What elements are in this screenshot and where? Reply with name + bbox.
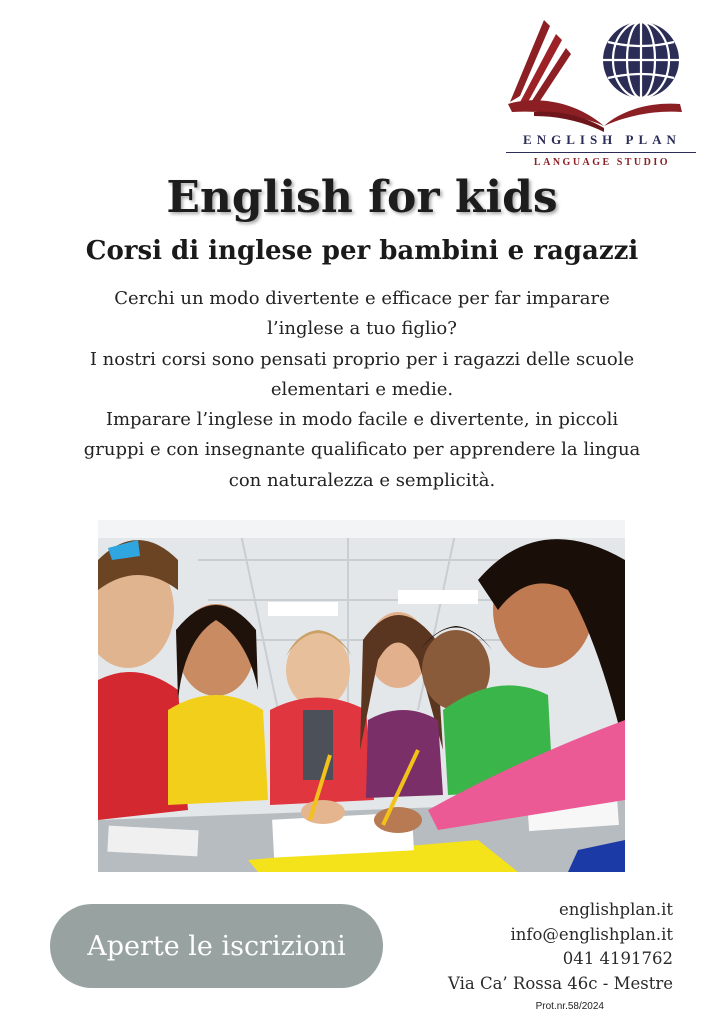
registration-open-button[interactable] bbox=[50, 904, 383, 988]
description-line: Cerchi un modo divertente e efficace per far imparare bbox=[114, 288, 610, 309]
brand-divider bbox=[506, 152, 696, 153]
email-link[interactable]: info@englishplan.it bbox=[510, 924, 673, 944]
contact-info bbox=[448, 898, 673, 996]
description-line: elementari e medie. bbox=[270, 378, 454, 400]
address: Via Ca’ Rossa 46c - Mestre bbox=[447, 973, 673, 993]
kids-studying-photo bbox=[98, 520, 625, 872]
description-line: gruppi e con insegnante qualificato per apprendere la lingua bbox=[83, 439, 641, 461]
brand-logo bbox=[504, 16, 700, 176]
phone-number[interactable]: 041 4191762 bbox=[562, 949, 673, 968]
description-line: Imparare l’inglese in modo facile e divertente, in piccoli bbox=[105, 409, 619, 431]
protocol-number: Prot.nr.58/2024 bbox=[535, 1001, 604, 1012]
globe-icon bbox=[504, 16, 700, 136]
description-line: con naturalezza e semplicità. bbox=[228, 469, 496, 491]
brand-subtitle: LANGUAGE STUDIO bbox=[533, 157, 671, 168]
description-line: I nostri corsi sono pensati proprio per i ragazzi delle scuole bbox=[89, 348, 635, 370]
page-subtitle: Corsi di inglese per bambini e ragazzi bbox=[85, 236, 639, 266]
description bbox=[52, 284, 672, 496]
registration-open-label: Aperte le iscrizioni bbox=[87, 930, 346, 962]
brand-name: ENGLISH PLAN bbox=[523, 132, 681, 147]
description-line: l’inglese a tuo figlio? bbox=[267, 318, 457, 340]
page-title: English for kids bbox=[166, 172, 558, 223]
website-link[interactable]: englishplan.it bbox=[558, 900, 673, 919]
